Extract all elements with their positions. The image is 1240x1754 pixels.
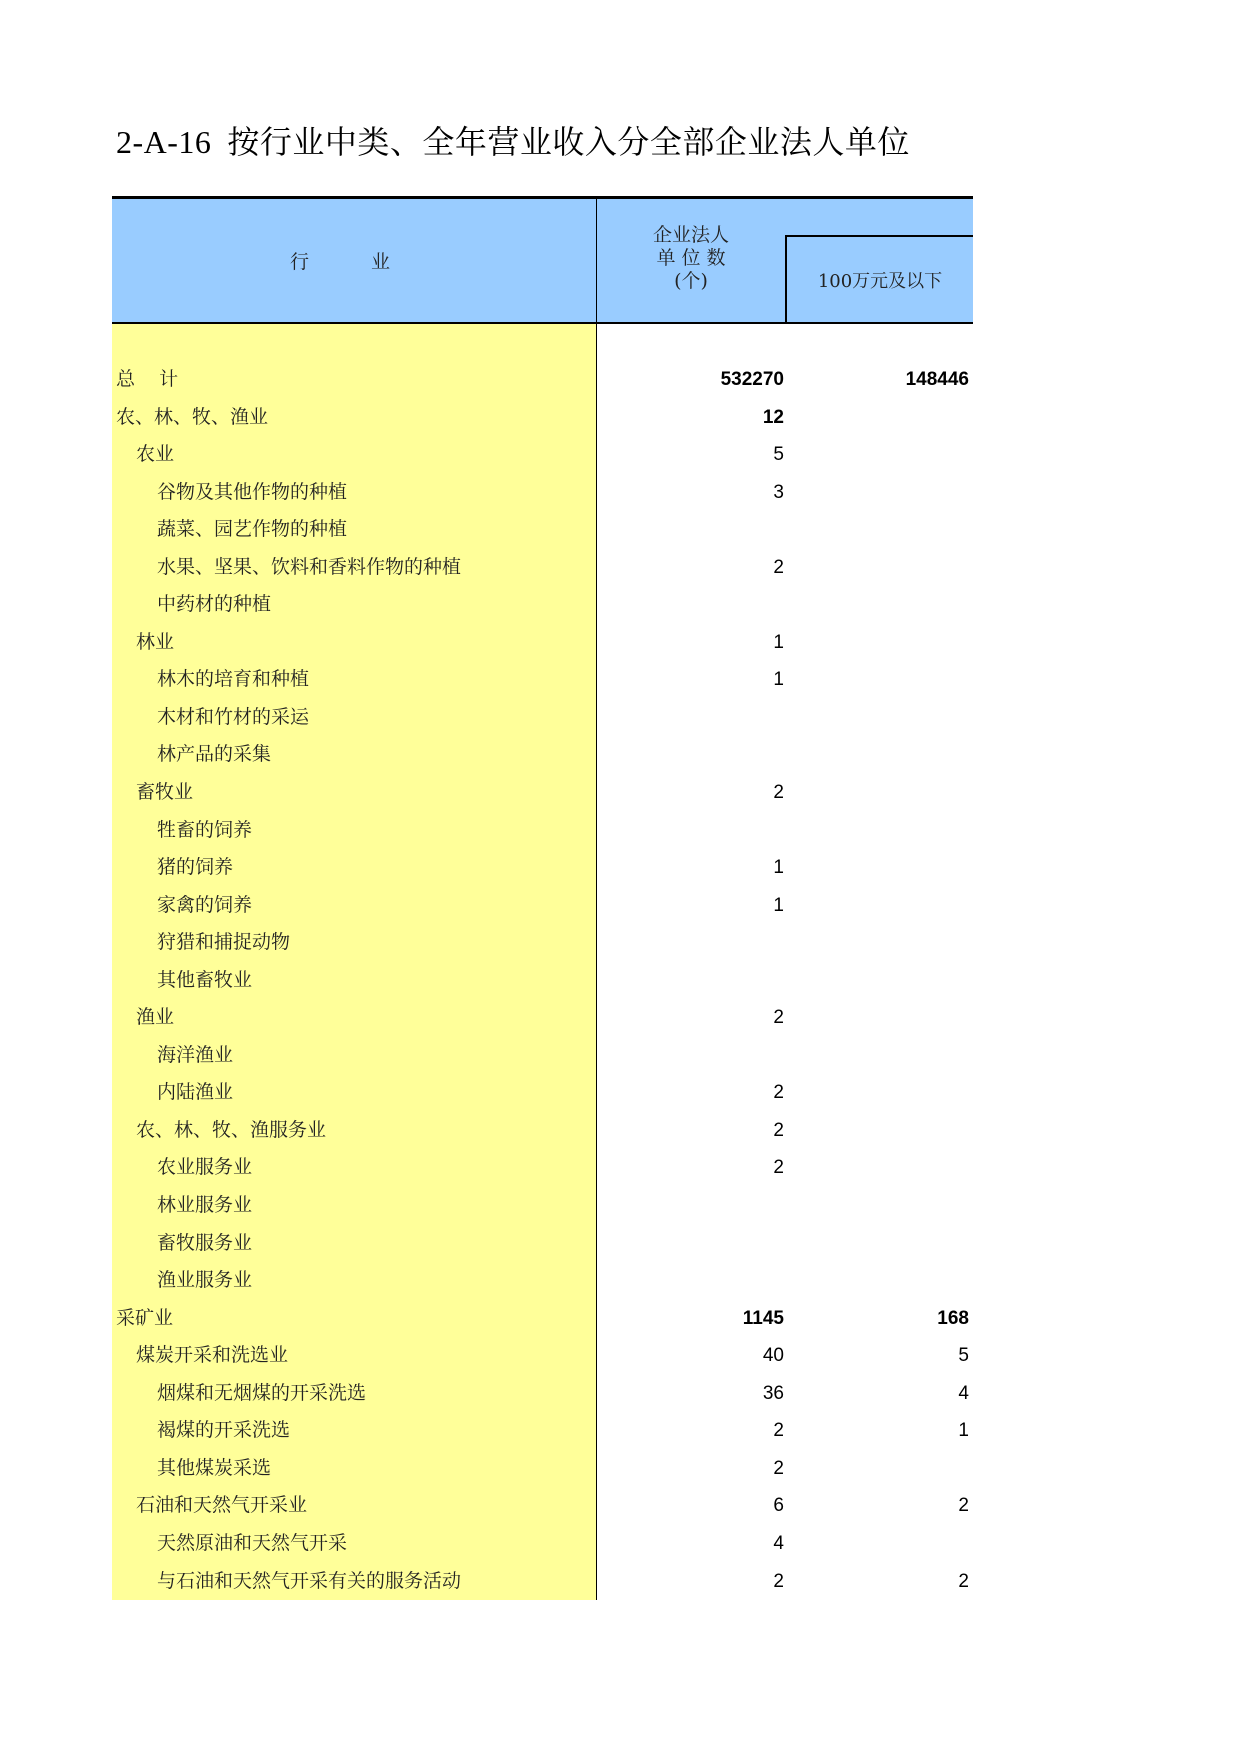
under-1m-value [829,436,969,474]
unit-count-value [644,511,784,549]
unit-count-value: 2 [773,1082,784,1104]
header-unit-count-line: 单 位 数 [656,247,726,269]
table-row [112,736,973,774]
under-1m-value [829,474,969,512]
industry-name: 农、林、牧、渔业 [116,405,269,428]
unit-count-value: 532270 [720,369,784,390]
industry-name: 水果、坚果、饮料和香料作物的种植 [157,555,462,578]
table-code: 2-A-16 [116,124,212,160]
industry-name: 猪的饲养 [157,856,234,879]
unit-count-value: 1145 [742,1307,784,1329]
industry-name: 其他畜牧业 [157,968,253,991]
table-row [112,1037,973,1075]
under-1m-value [829,1225,969,1263]
industry-name: 褐煤的开采洗选 [157,1419,291,1442]
table-row [112,1149,973,1187]
table-header [112,196,973,324]
under-1m-value [829,661,969,699]
unit-count-value: 1 [773,857,784,879]
under-1m-value [829,812,969,850]
under-1m-value: 2 [958,1495,969,1517]
under-1m-value: 168 [937,1307,969,1329]
industry-name: 内陆渔业 [157,1081,234,1104]
industry-name: 家禽的饲养 [157,893,253,916]
under-1m-value [829,699,969,737]
under-1m-value: 2 [958,1570,969,1592]
industry-name: 渔业服务业 [157,1269,253,1292]
industry-name: 农业 [136,443,175,466]
under-1m-value [829,887,969,925]
unit-count-value: 2 [773,782,784,804]
industry-name: 采矿业 [116,1306,174,1329]
header-industry: 行 业 [289,251,419,273]
under-1m-value [829,1450,969,1488]
unit-count-value [644,1262,784,1300]
under-1m-value [829,1074,969,1112]
unit-count-value: 1 [773,631,784,653]
unit-count-value: 2 [773,1457,784,1479]
under-1m-value: 5 [958,1345,969,1367]
under-1m-value [829,924,969,962]
unit-count-value: 36 [762,1382,784,1404]
table-row [112,999,973,1037]
table-row [112,699,973,737]
industry-name: 烟煤和无烟煤的开采洗选 [157,1381,367,1404]
unit-count-value [644,1037,784,1075]
under-1m-value [829,586,969,624]
industry-name: 煤炭开采和洗选业 [136,1344,289,1367]
unit-count-value: 6 [773,1495,784,1517]
unit-count-value [644,586,784,624]
unit-count-value [644,812,784,850]
unit-count-value: 3 [773,481,784,503]
industry-name: 农业服务业 [157,1156,253,1179]
unit-count-value [644,962,784,1000]
page-title [116,122,910,162]
unit-count-value [644,736,784,774]
unit-count-value: 2 [773,1157,784,1179]
unit-count-value [644,1225,784,1263]
under-1m-value [829,962,969,1000]
table-row [112,474,973,512]
header-unit-count-line: 企业法人 [652,224,729,246]
header-unit-count-line: (个) [674,270,708,292]
under-1m-value [829,549,969,587]
industry-name: 渔业 [136,1006,175,1029]
unit-count-value: 40 [762,1345,784,1367]
table-row [112,586,973,624]
table-row [112,1300,973,1338]
under-1m-value [829,1149,969,1187]
industry-name: 总 计 [116,368,179,390]
table-row [112,1450,973,1488]
unit-count-value [644,699,784,737]
table-row [112,1225,973,1263]
table-row [112,849,973,887]
under-1m-value [829,849,969,887]
table-row [112,774,973,812]
under-1m-value: 1 [958,1420,969,1442]
industry-name: 石油和天然气开采业 [136,1494,308,1517]
table-row [112,436,973,474]
under-1m-value [829,511,969,549]
header-under-1m: 100万元及以下 [785,235,973,322]
table-row [112,624,973,662]
table-row [112,1112,973,1150]
unit-count-value: 2 [773,1007,784,1029]
industry-name: 林业 [136,630,175,653]
industry-name: 林产品的采集 [157,743,272,766]
unit-count-value: 2 [773,556,784,578]
unit-count-value: 1 [773,894,784,916]
industry-name: 木材和竹材的采运 [157,705,310,728]
under-1m-value [829,1187,969,1225]
table-row [112,812,973,850]
table-row [112,1262,973,1300]
under-1m-value [829,1262,969,1300]
table-row [112,549,973,587]
industry-name: 海洋渔业 [157,1043,234,1066]
under-1m-value [829,624,969,662]
unit-count-value: 2 [773,1420,784,1442]
unit-count-value: 4 [773,1532,784,1554]
unit-count-value: 1 [773,669,784,691]
table-row [112,887,973,925]
under-1m-value [829,999,969,1037]
under-1m-value [829,774,969,812]
under-1m-value [829,1525,969,1563]
under-1m-value [829,736,969,774]
unit-count-value [644,1187,784,1225]
industry-name: 其他煤炭采选 [157,1456,272,1479]
industry-name: 林木的培育和种植 [157,668,310,691]
table-row [112,511,973,549]
table-row [112,661,973,699]
table-row [112,962,973,1000]
industry-name: 牲畜的饲养 [157,818,253,841]
unit-count-value: 2 [773,1570,784,1592]
under-1m-value [829,1112,969,1150]
industry-name: 谷物及其他作物的种植 [157,480,348,503]
table-row [112,361,973,399]
unit-count-value: 2 [773,1119,784,1141]
under-1m-value: 148446 [905,369,969,390]
industry-name: 狩猎和捕捉动物 [157,931,291,954]
under-1m-value: 4 [958,1382,969,1404]
table-row [112,1375,973,1413]
industry-name: 蔬菜、园艺作物的种植 [157,518,348,541]
industry-name: 农、林、牧、渔服务业 [136,1118,327,1141]
industry-name: 与石油和天然气开采有关的服务活动 [157,1569,462,1592]
under-1m-value [829,399,969,437]
industry-name: 林业服务业 [157,1194,253,1217]
table-row [112,1412,973,1450]
unit-count-value [644,924,784,962]
table-body [112,361,973,1600]
under-1m-value [829,1037,969,1075]
table-row [112,1563,973,1601]
table-row [112,1525,973,1563]
table-row [112,924,973,962]
industry-name: 畜牧服务业 [157,1231,253,1254]
industry-name: 天然原油和天然气开采 [157,1531,348,1554]
table-row [112,1487,973,1525]
header-unit-count [597,199,785,322]
industry-name: 畜牧业 [136,781,194,804]
table-row [112,1074,973,1112]
unit-count-value: 12 [762,406,784,428]
industry-name: 中药材的种植 [157,593,272,616]
table-row [112,399,973,437]
unit-count-value: 5 [773,444,784,466]
table-row [112,1187,973,1225]
table-title-text: 按行业中类、全年营业收入分全部企业法人单位 [227,124,910,160]
table-row [112,1337,973,1375]
